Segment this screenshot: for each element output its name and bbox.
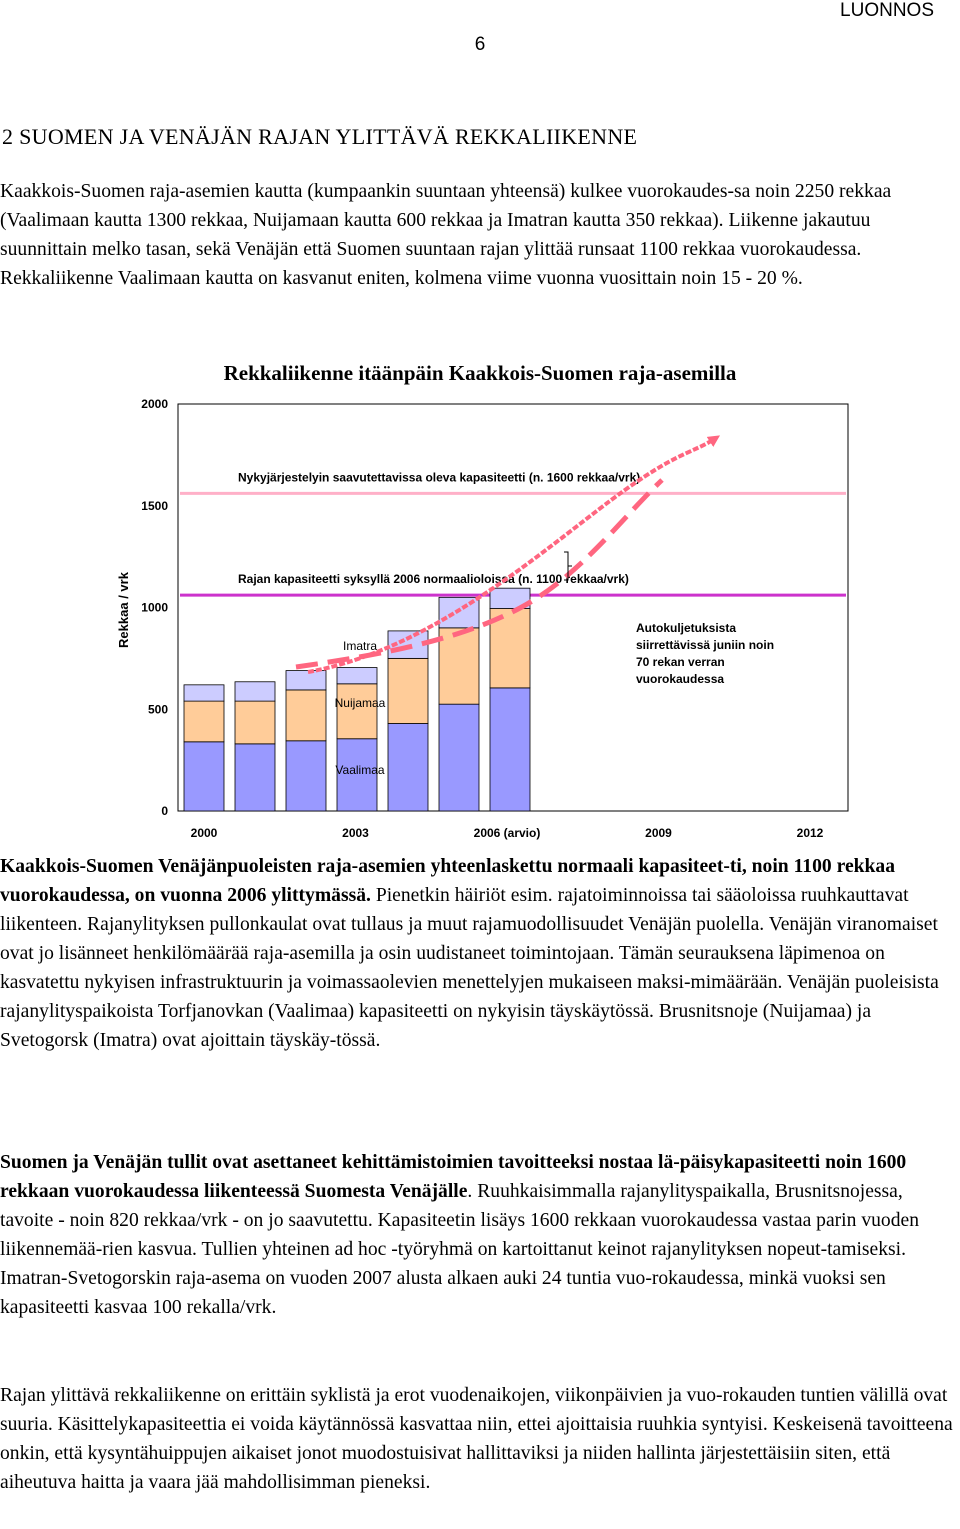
goal-bold: Suomen ja Venäjän tullit ovat asettaneet kehittämistoimien tavoitteeksi nostaa lä-päisykapasiteetti noin 1600 rekkaan vuorokaudessa liikenteessä Suomesta Venäjälle xyxy=(0,1152,907,1202)
bar-segment-imatra xyxy=(286,671,326,690)
bar-segment-nuijamaa xyxy=(337,684,377,739)
bar-segment-imatra xyxy=(184,685,224,701)
bar-segment-vaalimaa xyxy=(388,723,428,811)
bar-segment-nuijamaa xyxy=(184,701,224,742)
bar-segment-vaalimaa xyxy=(439,704,479,811)
page-number: 6 xyxy=(474,34,486,55)
x-tick-label: 2012 xyxy=(796,826,824,840)
section-heading: 2 SUOMEN JA VENÄJÄN RAJAN YLITTÄVÄ REKKALIIKENNE xyxy=(2,124,638,149)
trend-annotation xyxy=(636,621,777,686)
bar-segment-vaalimaa xyxy=(235,744,275,811)
bar-segment-vaalimaa xyxy=(184,742,224,811)
goal-paragraph xyxy=(0,1148,956,1322)
bar-segment-vaalimaa xyxy=(286,741,326,811)
y-axis-label: Rekkaa / vrk xyxy=(116,572,131,648)
y-tick-label: 2000 xyxy=(141,397,168,411)
trend-annotation-line: vuorokaudessa xyxy=(636,672,725,686)
bar-segment-vaalimaa xyxy=(490,688,530,811)
reference-line-label: Nykyjärjestelyin saavutettavissa oleva kapasiteetti (n. 1600 rekkaa/vrk) xyxy=(238,470,641,485)
x-tick-label: 2000 xyxy=(190,826,218,840)
bar-segment-nuijamaa xyxy=(388,658,428,723)
chart-caption-rest: Pienetkin häiriöt esim. rajatoiminnoissa tai sääoloissa ruuhkauttavat liikenteen. Rajanylityksen pullonkaulat ovat tullaus ja muut rajamuodollisuudet Venäjän puolella. Venäjän viranomaiset ovat jo lisänneet henkilömäärää raja-asemilla ja osin uudistaneet toimintojaan. Tämän seurauksena läpimenoa on kasvatettu nykyisen infrastruktuurin ja voimassaolevien menettelyjen mukaiseen maksi-mimäärään. Venäjän puoleisista rajanylityspaikoista Torfjanovkan (Vaalimaa) kapasiteetti on nykyisin täyskäytössä. Brusnitsnoje (Nuijamaa) ja Svetogorsk (Imatra) ovat ajoittain täyskäy-tössä. xyxy=(0,885,939,1051)
y-tick-label: 1500 xyxy=(141,498,168,513)
y-tick-label: 1000 xyxy=(141,600,168,615)
y-tick-label: 500 xyxy=(147,702,168,717)
y-tick-label: 0 xyxy=(161,804,168,818)
draft-label: LUONNOS xyxy=(840,0,934,21)
bar-segment-imatra xyxy=(235,682,275,701)
trend-annotation-line: siirrettävissä juniin noin xyxy=(636,638,775,652)
trend-annotation-line: Autokuljetuksista xyxy=(636,621,737,635)
bar-segment-imatra xyxy=(337,668,377,684)
series-label: Nuijamaa xyxy=(334,696,386,710)
series-label: Vaalimaa xyxy=(335,763,385,777)
closing-paragraph: Rajan ylittävä rekkaliikenne on erittäin syklistä ja erot vuodenaikojen, viikonpäivien ja vuo-rokauden tuntien välillä ovat suuria. Käsittelykapasiteettia ei voida käytännössä kasvattaa niin, ettei ajoittaisia ruuhkia syntyisi. Keskeisenä tavoitteena onkin, että kysyntähuippujen aikaiset jonot muodostuisivat hallittaviksi ja niiden hallinta järjestettäisiin siten, että aiheutuva haitta ja vaara jää mahdollisimman pieneksi. xyxy=(0,1385,953,1493)
x-tick-label: 2003 xyxy=(342,826,369,840)
trend-annotation-line: 70 rekan verran xyxy=(636,655,725,669)
chart-caption-paragraph xyxy=(0,852,956,1055)
bar-segment-nuijamaa xyxy=(235,701,275,744)
goal-rest: . Ruuhkaisimmalla rajanylityspaikalla, Brusnitsnojessa, tavoite - noin 820 rekkaa/vrk - on jo saavutettu. Kapasiteetin lisäys 1600 rekkaan vuorokaudessa vastaa parin vuoden liikennemää-rien kasvua. Tullien yhteinen ad hoc -työryhmä on kartoittanut keinot rajanylityksen nopeut-tamiseksi. Imatran-Svetogorskin raja-asema on vuoden 2007 alusta alkaen auki 24 tuntia vuo-rokaudessa, minkä vuoksi sen kapasiteetti kasvaa 100 rekalla/vrk. xyxy=(0,1181,920,1318)
chart-caption-bold: Kaakkois-Suomen Venäjänpuoleisten raja-asemien yhteenlaskettu normaali kapasiteet-ti, noin 1100 rekkaa vuorokaudessa, on vuonna 2006 ylittymässä. xyxy=(0,856,896,906)
chart-title: Rekkaliikenne itäänpäin Kaakkois-Suomen raja-asemilla xyxy=(223,361,737,385)
series-label: Imatra xyxy=(342,639,378,653)
bar-segment-nuijamaa xyxy=(286,690,326,741)
reference-line-label: Rajan kapasiteetti syksyllä 2006 normaalioloissa (n. 1100 rekkaa/vrk) xyxy=(238,572,629,587)
x-tick-label: 2006 (arvio) xyxy=(473,826,541,840)
bar-segment-nuijamaa xyxy=(439,628,479,704)
intro-paragraph: Kaakkois-Suomen raja-asemien kautta (kumpaankin suuntaan yhteensä) kulkee vuorokaudes-sa noin 2250 rekkaa (Vaalimaan kautta 1300 rekkaa, Nuijamaan kautta 600 rekkaa ja Imatran kautta 350 rekkaa). Liikenne jakautuu suunnittain melko tasan, sekä Venäjän että Suomen suuntaan rajan ylittää runsaat 1100 rekkaa vuorokaudessa. Rekkaliikenne Vaalimaan kautta on kasvanut eniten, kolmena viime vuonna vuosittain noin 15 - 20 %. xyxy=(0,181,892,289)
x-tick-label: 2009 xyxy=(645,826,672,840)
